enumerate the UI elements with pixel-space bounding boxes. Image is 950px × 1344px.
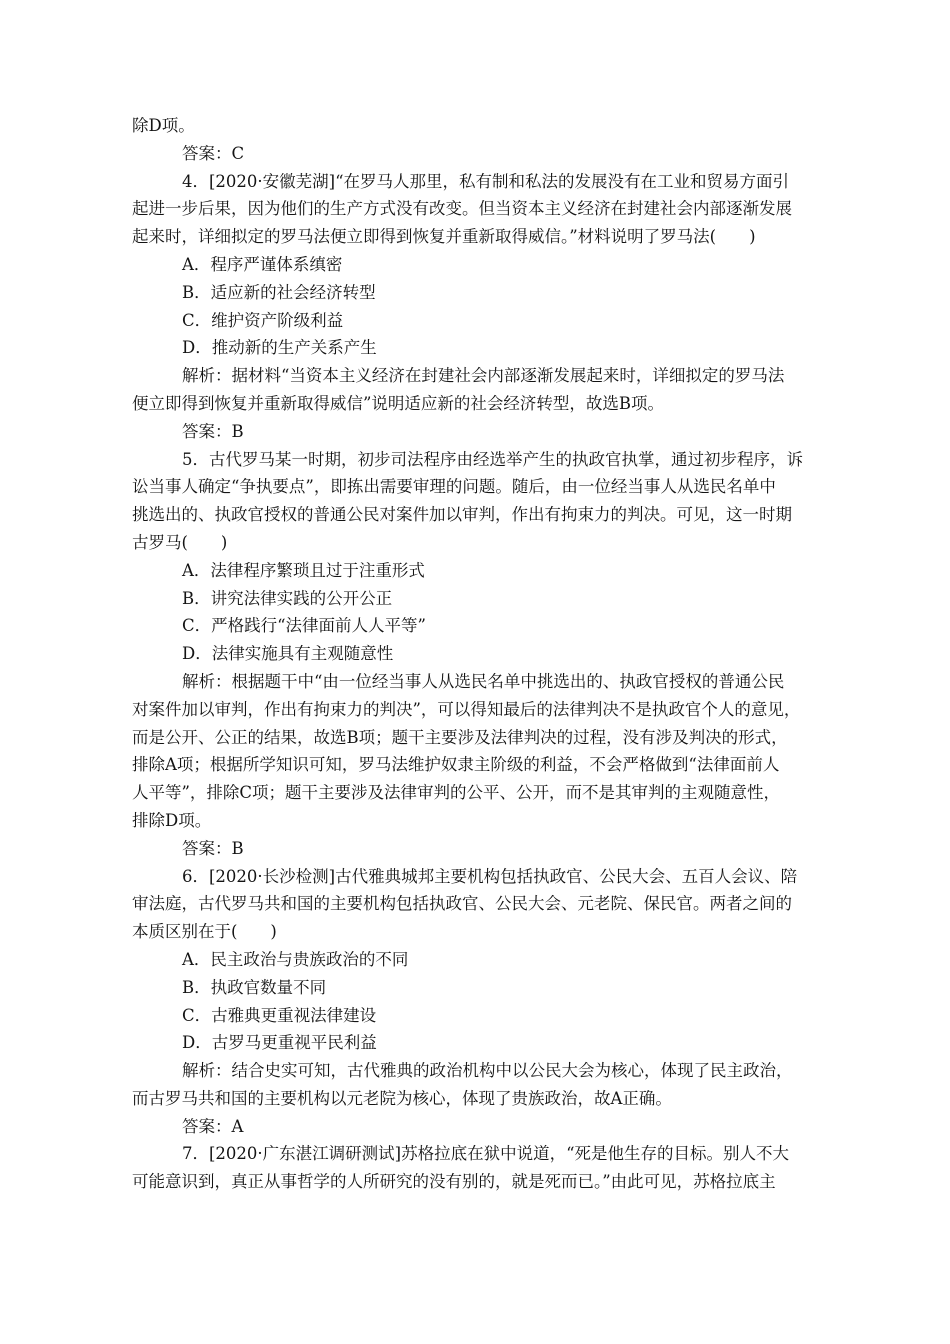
- question-6-line: 审法庭，古代罗马共和国的主要机构包括执政官、公民大会、元老院、保民官。两者之间的: [132, 894, 792, 914]
- option-a: A．民主政治与贵族政治的不同: [182, 949, 409, 969]
- question-4-line: 4．[2020·安徽芜湖]“在罗马人那里，私有制和私法的发展没有在工业和贸易方面引: [182, 171, 790, 191]
- option-d: D．法律实施具有主观随意性: [182, 644, 394, 664]
- question-4-line: 起进一步后果，因为他们的生产方式没有改变。但当资本主义经济在封建社会内部逐渐发展: [132, 199, 792, 219]
- analysis-line: 排除A项；根据所学知识可知，罗马法维护奴隶主阶级的利益，不会严格做到“法律面前人: [132, 755, 780, 775]
- analysis-line: 解析：据材料“当资本主义经济在封建社会内部逐渐发展起来时，详细拟定的罗马法: [182, 366, 785, 386]
- answer-line: 答案：C: [182, 143, 245, 163]
- document-body: [132, 112, 822, 1196]
- option-c: C．古雅典更重视法律建设: [182, 1005, 377, 1025]
- analysis-line: 而古罗马共和国的主要机构以元老院为核心，体现了贵族政治，故A正确。: [132, 1088, 672, 1108]
- answer-line: 答案：B: [182, 421, 244, 441]
- option-d: D．推动新的生产关系产生: [182, 338, 377, 358]
- option-c: C．维护资产阶级利益: [182, 310, 344, 330]
- analysis-line: 排除D项。: [132, 810, 212, 830]
- option-b: B．适应新的社会经济转型: [182, 282, 376, 302]
- option-a: A．程序严谨体系缜密: [182, 254, 343, 274]
- analysis-line: 而是公开、公正的结果，故选B项；题干主要涉及法律判决的过程，没有涉及判决的形式，: [132, 727, 788, 747]
- analysis-line: 便立即得到恢复并重新取得威信”说明适应新的社会经济转型，故选B项。: [132, 393, 665, 413]
- question-5-line: 5．古代罗马某一时期，初步司法程序由经选举产生的执政官执掌，通过初步程序，诉: [182, 449, 803, 469]
- question-7-line: 7．[2020·广东湛江调研测试]苏格拉底在狱中说道，“死是他生存的目标。别人不大: [182, 1144, 790, 1164]
- analysis-line: 解析：根据题干中“由一位经当事人从选民名单中挑选出的、执政官授权的普通公民: [182, 671, 785, 691]
- text-line: 除D项。: [132, 116, 195, 135]
- question-6-line: 本质区别在于( ): [132, 922, 277, 942]
- option-a: A．法律程序繁琐且过于注重形式: [182, 560, 425, 580]
- question-7-line: 可能意识到，真正从事哲学的人所研究的没有别的，就是死而已。”由此可见，苏格拉底主: [132, 1172, 776, 1192]
- analysis-line: 对案件加以审判，作出有拘束力的判决”，可以得知最后的法律判决不是执政官个人的意见，: [132, 699, 801, 719]
- question-5-line: 讼当事人确定“争执要点”，即拣出需要审理的问题。随后，由一位经当事人从选民名单中: [132, 477, 776, 497]
- answer-line: 答案：A: [182, 1116, 244, 1136]
- question-5-line: 古罗马( ): [132, 532, 228, 552]
- question-4-line: 起来时，详细拟定的罗马法便立即得到恢复并重新取得威信。”材料说明了罗马法( ): [132, 227, 756, 247]
- question-5-line: 挑选出的、执政官授权的普通公民对案件加以审判，作出有拘束力的判决。可见，这一时期: [132, 505, 792, 525]
- option-b: B．执政官数量不同: [182, 977, 327, 997]
- option-c: C．严格践行“法律面前人人平等”: [182, 616, 426, 636]
- analysis-line: 解析：结合史实可知，古代雅典的政治机构中以公民大会为核心，体现了民主政治，: [182, 1061, 793, 1081]
- question-6-line: 6．[2020·长沙检测]古代雅典城邦主要机构包括执政官、公民大会、五百人会议、陪: [182, 866, 798, 886]
- analysis-line: 人平等”，排除C项；题干主要涉及法律审判的公平、公开，而不是其审判的主观随意性，: [132, 783, 781, 803]
- answer-line: 答案：B: [182, 838, 244, 858]
- option-b: B．讲究法律实践的公开公正: [182, 588, 393, 608]
- option-d: D．古罗马更重视平民利益: [182, 1033, 377, 1053]
